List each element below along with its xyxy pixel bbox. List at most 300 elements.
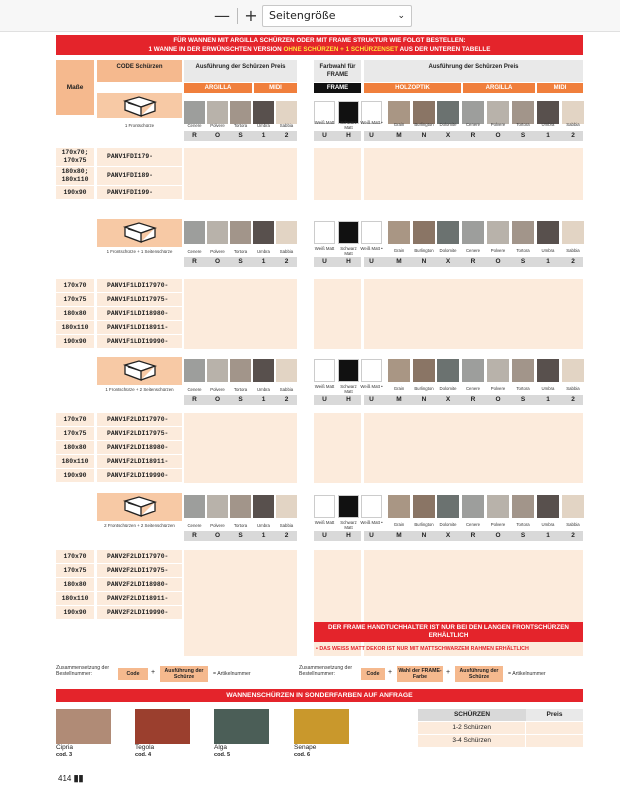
category-midi-right: MIDI [537,83,583,93]
letter-code: U [322,532,327,539]
color-swatch[interactable] [462,495,484,518]
letter-code: 2 [284,532,289,539]
frame-color-swatch[interactable] [338,495,359,518]
code-cell: PANV1F1LDI17970- [97,279,182,292]
letter-code: N [421,258,427,265]
formula-left-ausf: Ausführung der Schürze [160,666,208,682]
frame-swatch-name: Schwarz Matt [340,246,357,256]
letter-code: U [369,258,374,265]
banner-text-c: AUS DER UNTEREN TABELLE [398,46,491,53]
code-cell: PANV2F2LDI19990- [97,606,182,619]
price-area-frame [314,279,361,349]
letter-code: O [495,258,501,265]
header-ausfuehrung-right: Ausführung der Schürzen Preis [364,60,583,82]
color-swatch[interactable] [276,221,297,244]
letter-code: 1 [261,396,266,403]
frame-swatch-name: Weiß Matt [314,246,335,251]
bathtub-icon [97,357,182,385]
section-note: 1 Frontschürze + 2 Seitenschürzen [105,387,174,392]
letter-code: U [369,396,374,403]
color-swatch[interactable] [562,359,584,382]
price-area-left [184,550,297,656]
color-swatch[interactable] [537,221,559,244]
letter-code: X [445,258,451,265]
price-cell [526,722,583,734]
plus-icon: + [388,669,393,676]
code-cell: PANV1F2LDI18980- [97,441,182,454]
color-swatch[interactable] [388,221,410,244]
bathtub-image [97,93,182,118]
frame-swatch-name: Weiß Matt [314,384,335,389]
swatch-name: Polvere [490,522,506,527]
color-swatch[interactable] [207,101,228,124]
header-ausfuehrung-left: Ausführung der Schürzen Preis [184,60,297,82]
size-cell: 170x70 [56,279,94,292]
letter-code: U [322,258,327,265]
frame-swatch-name: Weiß Matt [314,120,335,125]
swatch-name: Tortora [233,249,248,254]
section-note: 1 Frontschürze + 1 Seitenschürze [106,249,173,254]
letter-code: 1 [261,532,266,539]
letter-code: 1 [546,532,550,539]
letter-code: O [214,532,221,539]
special-color-label [135,744,154,759]
price-head-preis: Preis [526,709,583,721]
letter-code: 2 [284,396,289,403]
color-swatch[interactable] [462,101,484,124]
color-swatch[interactable] [276,101,297,124]
header-farbwahl: Farbwahl für FRAME [314,60,361,82]
code-cell: PANV1F2LDI17975- [97,427,182,440]
order-banner [56,35,583,55]
price-area-left [184,413,297,483]
special-color-label [56,744,73,759]
size-cell: 170x75 [56,427,94,440]
swatch-name: Dolomite [439,122,457,127]
color-swatch[interactable] [230,359,251,382]
color-swatch[interactable] [437,495,459,518]
color-swatch[interactable] [437,359,459,382]
swatch-name: Grain [393,386,405,391]
zoom-out-button[interactable]: — [214,6,230,25]
page-number [58,773,84,784]
swatch-name: Cenere [187,249,202,254]
banner-line-2 [56,45,583,54]
color-swatch[interactable] [413,101,435,124]
price-table [418,709,583,747]
letter-code: X [445,396,451,403]
bathtub-image [97,219,182,247]
viewer-toolbar [0,0,620,32]
letter-code: 2 [571,396,575,403]
size-cell: 170x70; 170x75 [56,148,94,166]
letter-code: S [238,532,243,539]
color-swatch[interactable] [562,495,584,518]
color-swatch[interactable] [562,221,584,244]
letter-code: S [238,396,243,403]
swatch-name: Tortora [516,248,530,253]
swatch-name: Tortora [233,123,248,128]
letter-code: R [192,532,197,539]
letter-code: 1 [546,396,550,403]
size-cell: 180x80 [56,307,94,320]
color-swatch[interactable] [276,359,297,382]
color-swatch[interactable] [184,359,205,382]
formula-right-ausf: Ausführung der Schürze [455,666,503,682]
swatch-name: Tortora [516,522,530,527]
plus-icon: + [151,669,156,676]
swatch-name: Polvere [210,123,225,128]
page-number-text: 414 [58,774,72,783]
page-fit-label: Seitengröße [269,9,336,22]
code-cell: PANV1F1LDI17975- [97,293,182,306]
letter-code: 1 [546,258,550,265]
swatch-name: Burlington [414,522,434,527]
swatch-name: Tortora [233,523,248,528]
formula-right-label: Zusammensetzung der Bestellnummer: [299,665,353,677]
special-color-cod: cod. 6 [294,752,311,758]
frame-swatch-name: Schwarz Matt [340,520,357,530]
frame-swatch-name: Schwarz Matt [340,120,357,130]
swatch-name: Cenere [465,522,481,527]
color-swatch[interactable] [207,359,228,382]
letter-code: 1 [261,132,266,139]
bathtub-icon [97,219,182,247]
color-swatch[interactable] [562,101,584,124]
color-swatch[interactable] [253,221,274,244]
swatch-name: Burlington [414,122,434,127]
size-cell: 180x110 [56,592,94,605]
special-colors-title: WANNENSCHÜRZEN IN SONDERFARBEN AUF ANFRAGE [56,689,583,702]
color-swatch[interactable] [207,221,228,244]
letter-code: M [396,132,402,139]
frame-color-swatch[interactable] [338,221,359,244]
letter-code: H [346,132,351,139]
size-cell: 180x80 [56,578,94,591]
size-cell: 180x110 [56,455,94,468]
banner-text-highlight: OHNE SCHÜRZEN + 1 SCHÜRZENSET [283,46,399,53]
code-cell: PANV1F2LDI18911- [97,455,182,468]
color-swatch[interactable] [230,495,251,518]
swatch-name: Sabbia [279,249,294,254]
toolbar-divider [237,8,238,24]
letter-code: X [445,132,451,139]
swatch-name: Umbra [257,249,270,254]
price-area-right [364,413,583,483]
formula-left-label: Zusammensetzung der Bestellnummer: [56,665,110,677]
bathtub-image [97,493,182,521]
price-area-left [184,279,297,349]
color-swatch[interactable] [437,101,459,124]
swatch-name: Dolomite [439,522,457,527]
special-color-swatch[interactable] [294,709,349,744]
frame-swatch-name: Weiß Matt • [360,384,383,389]
frame-swatch-name: Weiß Matt • [360,120,383,125]
letter-code: N [421,132,427,139]
letter-code: O [214,396,221,403]
letter-code: R [470,396,476,403]
code-cell: PANV1FDI179- [97,148,182,166]
color-swatch[interactable] [413,359,435,382]
color-swatch[interactable] [413,495,435,518]
letter-code: R [192,132,197,139]
swatch-name: Umbra [257,523,270,528]
category-holzoptik: HOLZOPTIK [364,83,461,93]
color-swatch[interactable] [184,101,205,124]
color-swatch[interactable] [437,221,459,244]
special-color-name: Tegola [135,744,155,751]
swatch-name: Umbra [257,387,270,392]
letter-code: S [520,258,526,265]
price-row-label: 3-4 Schürzen [418,735,525,747]
frame-swatch-name: Weiß Matt • [360,520,383,525]
code-cell: PANV1F2LDI17970- [97,413,182,426]
letter-code: H [346,532,351,539]
banner-text-a: 1 WANNE IN DER ERWÜNSCHTEN VERSION [148,46,284,53]
special-color-name: Senape [294,744,317,751]
letter-code: M [396,258,402,265]
color-swatch[interactable] [487,495,509,518]
color-swatch[interactable] [388,359,410,382]
code-cell: PANV2F2LDI17970- [97,550,182,563]
letter-code: 1 [546,132,550,139]
size-cell: 190x90 [56,335,94,348]
color-swatch[interactable] [253,101,274,124]
swatch-name: Polvere [210,523,225,528]
color-swatch[interactable] [487,221,509,244]
swatch-name: Cenere [187,123,202,128]
page-fit-select[interactable] [262,5,412,27]
swatch-name: Dolomite [439,386,457,391]
swatch-name: Sabbia [566,248,580,253]
letter-code: M [396,532,402,539]
letter-code: S [238,258,243,265]
swatch-name: Cenere [465,122,481,127]
swatch-name: Grain [393,122,405,127]
frame-color-swatch[interactable] [338,359,359,382]
letter-code: R [192,396,197,403]
letter-code: S [520,132,526,139]
formula-right-result: = Artikelnummer [508,671,546,677]
price-row [418,722,583,734]
code-cell: PANV1F1LDI19990- [97,335,182,348]
swatch-name: Cenere [187,523,202,528]
color-swatch[interactable] [388,101,410,124]
color-swatch[interactable] [207,495,228,518]
letter-code: O [495,532,501,539]
code-cell: PANV1F2LDI19990- [97,469,182,482]
size-cell: 190x90 [56,606,94,619]
price-area-right [364,279,583,349]
bathtub-image [97,357,182,385]
color-swatch[interactable] [512,101,534,124]
letter-code: S [520,532,526,539]
price-row-label: 1-2 Schürzen [418,722,525,734]
color-swatch[interactable] [230,221,251,244]
size-cell: 170x70 [56,550,94,563]
letter-code: 2 [284,258,289,265]
header-masse: Maße [56,60,94,115]
price-table-header [418,709,583,721]
letter-code: U [322,396,327,403]
price-area-left [184,148,297,200]
category-argilla-left: ARGILLA [184,83,252,93]
letter-code: S [238,132,243,139]
color-swatch[interactable] [388,495,410,518]
swatch-name: Cenere [465,386,481,391]
bathtub-icon [97,493,182,521]
code-cell: PANV1FDI189- [97,167,182,185]
color-swatch[interactable] [184,221,205,244]
size-cell: 180x80 [56,441,94,454]
letter-code: R [192,258,197,265]
letter-code: H [346,396,351,403]
swatch-name: Umbra [257,123,270,128]
price-cell [526,735,583,747]
letter-code: 1 [261,258,266,265]
color-swatch[interactable] [512,495,534,518]
color-swatch[interactable] [537,101,559,124]
code-cell: PANV2F2LDI17975- [97,564,182,577]
code-cell: PANV1F1LDI18911- [97,321,182,334]
code-cell: PANV2F2LDI18980- [97,578,182,591]
letter-code: U [369,132,374,139]
code-cell: PANV2F2LDI18911- [97,592,182,605]
letter-code: U [369,532,374,539]
frame-swatch-name: Schwarz Matt [340,384,357,394]
special-color-label [294,744,316,759]
size-cell: 170x70 [56,413,94,426]
bathtub-icon [97,93,182,121]
letter-code: X [445,532,451,539]
price-area-frame [314,148,361,200]
frame-color-swatch[interactable] [361,359,382,382]
letter-code: 2 [571,132,575,139]
formula-right-result-text: Artikelnummer [512,671,546,677]
formula-left-result-text: Artikelnummer [217,671,251,677]
letter-code: O [214,132,221,139]
swatch-name: Burlington [414,386,434,391]
letter-code: N [421,396,427,403]
color-swatch[interactable] [512,221,534,244]
special-color-swatch[interactable] [214,709,269,744]
special-color-name: Alga [214,744,228,751]
swatch-name: Grain [393,248,405,253]
code-cell: PANV1F1LDI18980- [97,307,182,320]
matt-note: • DAS WEISS MATT DEKOR IST NUR MIT MATTSCHWARZEM RAHMEN ERHÄLTLICH [316,646,529,652]
swatch-name: Umbra [541,122,555,127]
swatch-name: Polvere [490,122,506,127]
zoom-in-button[interactable]: + [244,6,258,25]
special-color-swatch[interactable] [56,709,111,744]
header-code: CODE Schürzen [97,60,182,82]
letter-code: M [396,396,402,403]
letter-code: R [470,532,476,539]
frame-color-swatch[interactable] [314,359,335,382]
special-color-label [214,744,230,759]
swatch-name: Sabbia [279,523,294,528]
color-swatch[interactable] [537,495,559,518]
section-note: 2 Frontschürzen + 2 Seitenschürzen [104,523,175,528]
swatch-name: Cenere [465,248,481,253]
frame-color-swatch[interactable] [361,495,382,518]
letter-code: U [322,132,327,139]
letter-code: 2 [571,532,575,539]
swatch-name: Polvere [490,248,506,253]
special-color-cod: cod. 4 [135,752,152,758]
frame-color-swatch[interactable] [361,221,382,244]
size-cell: 180x110 [56,321,94,334]
banner-line-1: FÜR WANNEN MIT ARGILLA SCHÜRZEN ODER MIT FRAME STRUKTUR WIE FOLGT BESTELLEN: [173,37,466,44]
color-swatch[interactable] [537,359,559,382]
code-cell: PANV1FDI199- [97,186,182,199]
color-swatch[interactable] [512,359,534,382]
plus-icon: + [446,669,451,676]
swatch-name: Polvere [210,387,225,392]
swatch-name: Grain [393,522,405,527]
letter-code: S [520,396,526,403]
swatch-name: Sabbia [279,387,294,392]
color-swatch[interactable] [487,359,509,382]
color-swatch[interactable] [487,101,509,124]
color-swatch[interactable] [276,495,297,518]
price-area-frame [314,413,361,483]
color-swatch[interactable] [230,101,251,124]
size-cell: 170x75 [56,564,94,577]
size-cell: 190x90 [56,186,94,199]
formula-left-code: Code [118,668,148,680]
letter-code: R [470,258,476,265]
swatch-name: Sabbia [279,123,294,128]
price-head-schuerzen: SCHÜRZEN [453,711,491,718]
section-note: 1 Frontschürze [124,123,155,128]
price-area-right [364,148,583,200]
letter-code: N [421,532,427,539]
swatch-name: Cenere [187,387,202,392]
letter-code: O [495,132,501,139]
color-swatch[interactable] [253,495,274,518]
special-color-name: Cipria [56,744,73,751]
letter-code: O [495,396,501,403]
size-cell: 190x90 [56,469,94,482]
color-swatch[interactable] [462,359,484,382]
size-cell: 180x80; 180x110 [56,167,94,185]
frame-swatch-name: Weiß Matt [314,520,335,525]
formula-left-result: = Artikelnummer [213,671,251,677]
letter-code: R [470,132,476,139]
letter-code: 2 [284,132,289,139]
swatch-name: Tortora [233,387,248,392]
special-color-swatch[interactable] [135,709,190,744]
swatch-name: Burlington [414,248,434,253]
color-swatch[interactable] [184,495,205,518]
size-cell: 170x75 [56,293,94,306]
color-swatch[interactable] [462,221,484,244]
frame-swatch-name: Weiß Matt • [360,246,383,251]
formula-right-wahl: Wahl der FRAME-Farbe [398,668,442,680]
category-frame: FRAME [314,83,361,93]
special-color-cod: cod. 3 [56,752,73,758]
letter-code: 2 [571,258,575,265]
swatch-name: Polvere [490,386,506,391]
letter-code: O [214,258,221,265]
frame-color-swatch[interactable] [314,221,335,244]
color-swatch[interactable] [253,359,274,382]
swatch-name: Tortora [516,386,530,391]
frame-color-swatch[interactable] [314,495,335,518]
swatch-name: Umbra [541,386,555,391]
color-swatch[interactable] [413,221,435,244]
